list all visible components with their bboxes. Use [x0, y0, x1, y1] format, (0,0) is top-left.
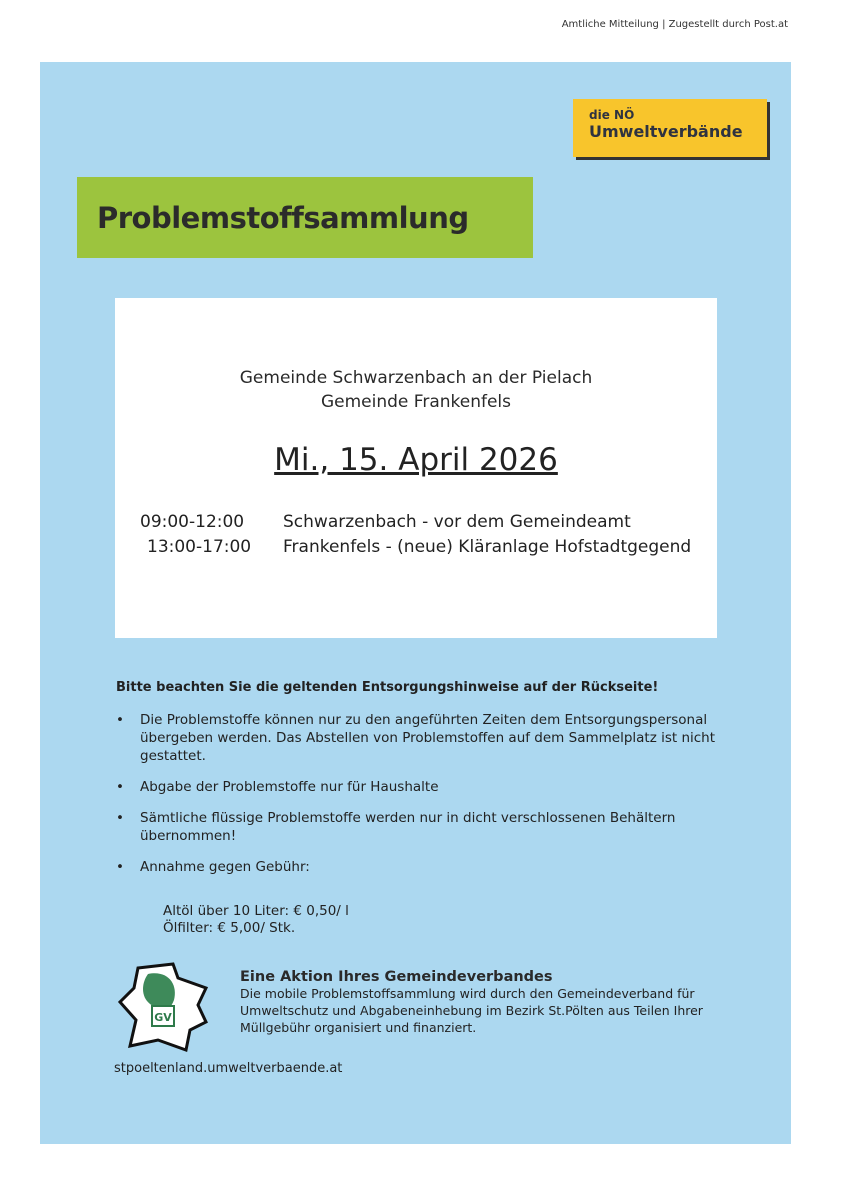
aktion-title: Eine Aktion Ihres Gemeindeverbandes	[240, 969, 553, 985]
info-list	[116, 711, 716, 889]
logo-text: GV	[154, 1011, 172, 1024]
aktion-section	[240, 969, 710, 1036]
schedule-time: 13:00-17:00	[147, 537, 252, 557]
website-link[interactable]: stpoeltenland.umweltverbaende.at	[114, 1061, 343, 1076]
notice-heading: Bitte beachten Sie die geltenden Entsorgungshinweise auf der Rückseite!	[116, 680, 659, 695]
page-title: Problemstoffsammlung	[77, 177, 533, 258]
community-1: Gemeinde Schwarzenbach an der Pielach	[239, 368, 593, 388]
list-item: • Die Problemstoffe können nur zu den angeführten Zeiten dem Entsorgungspersonal übergeben werden. Das Abstellen von Problemstoffen auf dem Sammelplatz ist nicht gestattet.	[116, 711, 716, 765]
community-2: Gemeinde Frankenfels	[320, 392, 512, 412]
gv-logo	[118, 960, 210, 1052]
fee-item: Ölfilter: € 5,00/ Stk.	[163, 920, 296, 936]
schedule-time: 09:00-12:00	[140, 512, 245, 532]
fee-list	[163, 903, 349, 937]
event-box	[115, 298, 717, 638]
umweltverbaende-logo	[573, 99, 767, 157]
list-item: • Annahme gegen Gebühr:	[116, 858, 716, 876]
event-date: Mi., 15. April 2026	[274, 442, 558, 478]
badge-line2: Umweltverbände	[589, 122, 743, 141]
list-item: • Sämtliche flüssige Problemstoffe werden nur in dicht verschlossenen Behältern übernommen!	[116, 809, 716, 845]
fee-item: Altöl über 10 Liter: € 0,50/ l	[163, 903, 349, 919]
aktion-text: Die mobile Problemstoffsammlung wird durch den Gemeindeverband für Umweltschutz und Abgabeneinhebung im Bezirk St.Pölten aus Teilen Ihrer Müllgebühr organisiert und finanziert.	[240, 986, 703, 1035]
badge-line1: die NÖ	[589, 108, 635, 122]
mail-note: Amtliche Mitteilung | Zugestellt durch Post.at	[561, 19, 788, 30]
schedule-place: Schwarzenbach - vor dem Gemeindeamt	[283, 512, 631, 532]
list-item: • Abgabe der Problemstoffe nur für Haushalte	[116, 778, 716, 796]
schedule-place: Frankenfels - (neue) Kläranlage Hofstadtgegend	[283, 537, 692, 557]
